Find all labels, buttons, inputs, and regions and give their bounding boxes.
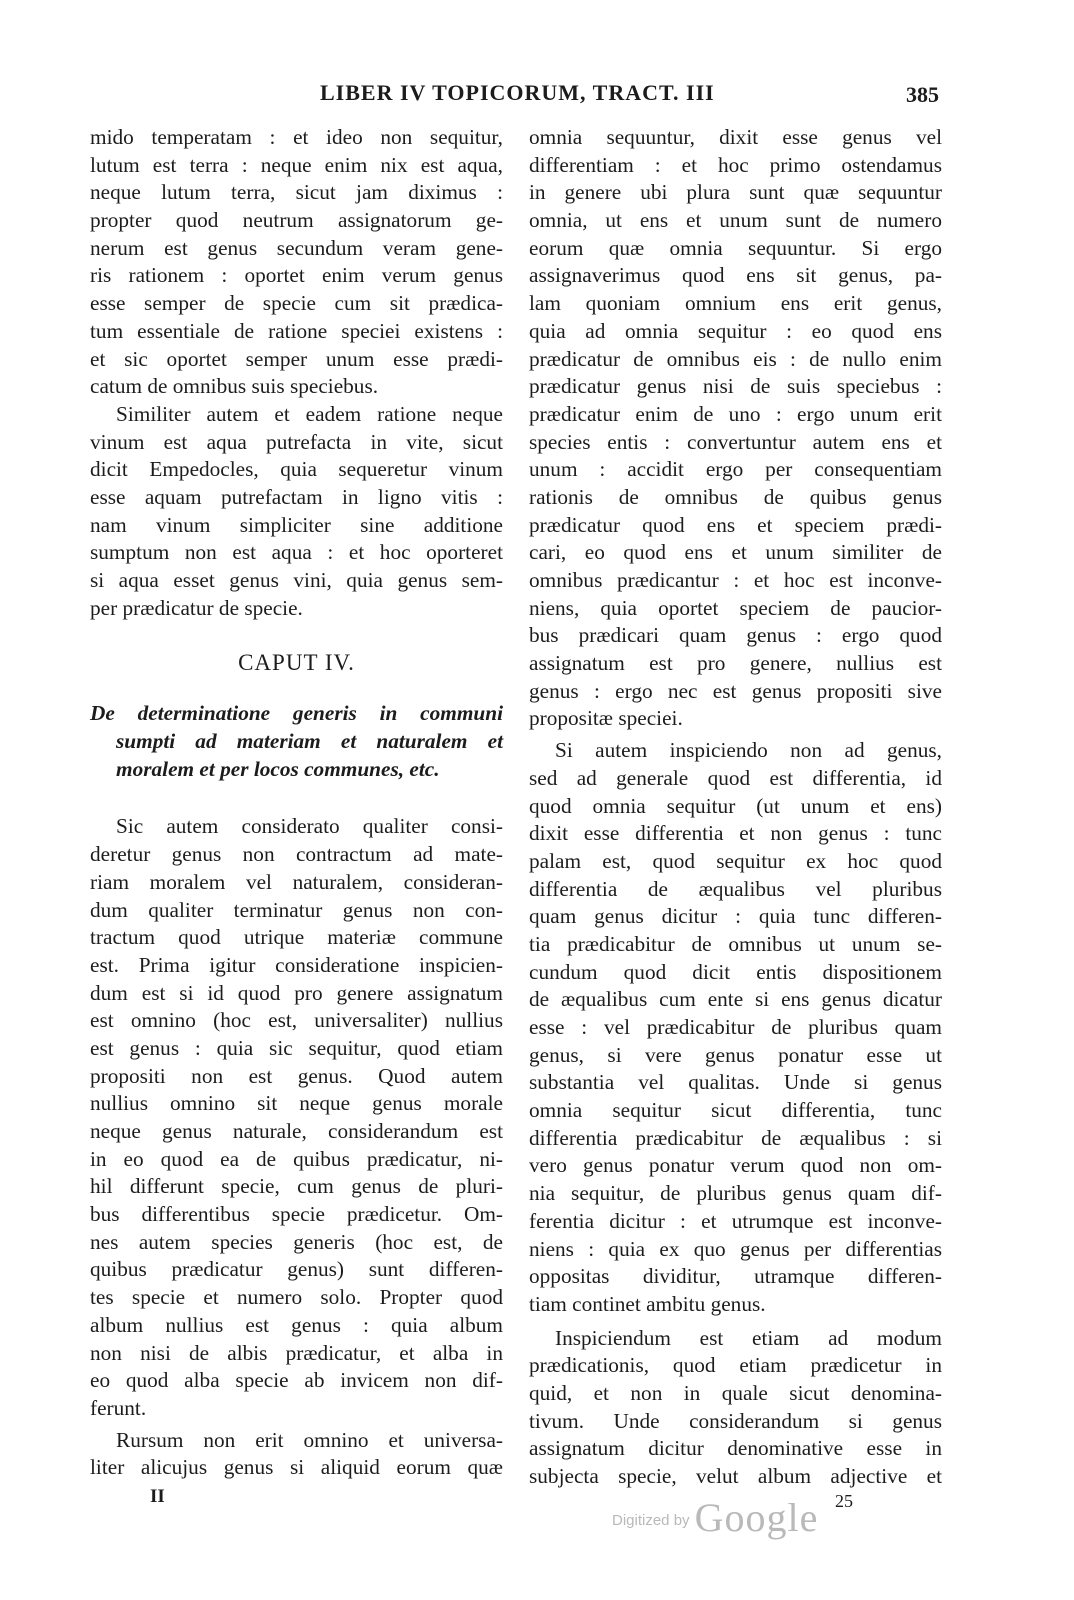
text-line: unum : accidit ergo per consequentiam bbox=[529, 457, 942, 482]
text-line: substantia vel qualitas. Unde si genus bbox=[529, 1070, 942, 1095]
text-line: sumptum non est aqua : et hoc oporteret bbox=[90, 540, 503, 565]
text-line: Rursum non erit omnino et universa- bbox=[116, 1427, 503, 1452]
text-line: De determinatione generis in communi bbox=[90, 701, 503, 726]
text-line: cundum quod dicit entis dispositionem bbox=[529, 959, 942, 984]
left-column bbox=[90, 124, 503, 1482]
text-line: nes autem species generis (hoc est, de bbox=[90, 1229, 503, 1254]
text-line: tia prædicabitur de omnibus ut unum se- bbox=[529, 931, 942, 956]
text-line: dum qualiter terminatur genus non con- bbox=[90, 897, 503, 922]
text-line: quod omnia sequitur (ut unum et ens) bbox=[529, 793, 942, 818]
text-line: tractum quod utrique materiæ commune bbox=[90, 925, 503, 950]
text-line: riam moralem vel naturalem, consideran- bbox=[90, 869, 503, 894]
text-line: sumpti ad materiam et naturalem et bbox=[116, 729, 503, 754]
paragraph bbox=[90, 124, 503, 401]
text-line: propositi non est genus. Quod autem bbox=[90, 1063, 503, 1088]
text-line: prædicatur quod ens et speciem prædi- bbox=[529, 512, 942, 537]
text-line: oppositas dividitur, utramque differen- bbox=[529, 1264, 942, 1289]
watermark-prefix: Digitized by bbox=[612, 1512, 690, 1529]
signature-mark: II bbox=[150, 1486, 165, 1507]
text-line: propositæ speciei. bbox=[529, 706, 683, 731]
paragraph bbox=[90, 1427, 503, 1482]
text-line: quia ad omnia sequitur : eo quod ens bbox=[529, 318, 942, 343]
text-line: prædicatur genus nisi de suis speciebus : bbox=[529, 374, 942, 399]
text-line: tivum. Unde considerandum si genus bbox=[529, 1408, 942, 1433]
text-line: bus differentibus specie prædicetur. Om- bbox=[90, 1202, 503, 1227]
chapter-subtitle bbox=[90, 700, 503, 783]
text-line: dixit esse differentia et non genus : tunc bbox=[529, 821, 942, 846]
text-line: in eo quod ea de quibus prædicatur, ni- bbox=[90, 1146, 503, 1171]
text-line: tiam continet ambitu genus. bbox=[529, 1291, 766, 1316]
text-line: differentiam : et hoc primo ostendamus bbox=[529, 152, 942, 177]
text-line: lutum est terra : neque enim nix est aqua, bbox=[90, 152, 503, 177]
text-line: neque lutum terra, sicut jam diximus : bbox=[90, 180, 503, 205]
text-line: esse aquam putrefactam in ligno vitis : bbox=[90, 484, 503, 509]
text-line: quam genus dicitur : quia tunc differen- bbox=[529, 904, 942, 929]
right-column bbox=[529, 124, 942, 1491]
text-line: vinum est aqua putrefacta in vite, sicut bbox=[90, 429, 503, 454]
text-line: omnia sequitur sicut differentia, tunc bbox=[529, 1098, 942, 1123]
text-line: Sic autem considerato qualiter consi- bbox=[116, 814, 503, 839]
paragraph bbox=[529, 124, 942, 733]
text-line: dum est si id quod pro genere assignatum bbox=[90, 980, 503, 1005]
text-line: est. Prima igitur consideratione inspicien- bbox=[90, 952, 503, 977]
text-line: ferunt. bbox=[90, 1395, 147, 1420]
text-line: assignatum dicitur denominative esse in bbox=[529, 1436, 942, 1461]
text-line: Similiter autem et eadem ratione neque bbox=[116, 401, 503, 426]
text-line: non nisi de albis prædicatur, et alba in bbox=[90, 1340, 503, 1365]
text-line: per prædicatur de specie. bbox=[90, 595, 303, 620]
page-number: 385 bbox=[906, 82, 939, 107]
text-line: eorum quæ omnia sequuntur. Si ergo bbox=[529, 235, 942, 260]
text-line: omnia sequuntur, dixit esse genus vel bbox=[529, 125, 942, 149]
paragraph bbox=[90, 813, 503, 1422]
text-line: catum de omnibus suis speciebus. bbox=[90, 374, 379, 399]
text-line: de æqualibus cum ente si ens genus dicatur bbox=[529, 987, 942, 1012]
text-line: Inspiciendum est etiam ad modum bbox=[555, 1325, 942, 1350]
text-line: Si autem inspiciendo non ad genus, bbox=[555, 738, 942, 763]
paragraph bbox=[529, 737, 942, 1318]
text-line: niens, quia oportet speciem de paucior- bbox=[529, 595, 942, 620]
text-line: rationis de omnibus de quibus genus bbox=[529, 484, 942, 509]
text-line: prædicationis, quod etiam prædicetur in bbox=[529, 1353, 942, 1378]
text-line: nia sequitur, de pluribus genus quam dif- bbox=[529, 1181, 942, 1206]
text-line: esse semper de specie cum sit prædica- bbox=[90, 291, 503, 316]
chapter-heading: CAPUT IV. bbox=[238, 650, 355, 676]
text-line: differentia de æqualibus vel pluribus bbox=[529, 876, 942, 901]
text-line: species entis : convertuntur autem ens et bbox=[529, 429, 942, 454]
text-line: est omnino (hoc est, universaliter) nullius bbox=[90, 1008, 503, 1033]
text-line: quibus prædicatur genus) sunt differen- bbox=[90, 1257, 503, 1282]
text-line: esse : vel prædicabitur de pluribus quam bbox=[529, 1015, 942, 1039]
sheet-number: 25 bbox=[835, 1491, 853, 1511]
text-line: et sic oportet semper unum esse prædi- bbox=[90, 346, 503, 371]
text-line: nam vinum simpliciter sine additione bbox=[90, 512, 503, 537]
text-line: nerum est genus secundum veram gene- bbox=[90, 235, 503, 260]
text-line: palam est, quod sequitur ex hoc quod bbox=[529, 848, 942, 873]
text-line: tes specie et numero solo. Propter quod bbox=[90, 1285, 503, 1310]
text-line: tum essentiale de ratione speciei existens : bbox=[90, 318, 503, 343]
text-line: ferentia dicitur : et utrumque est inconve- bbox=[529, 1208, 942, 1233]
text-line: cari, eo quod ens et unum similiter de bbox=[529, 540, 942, 565]
text-line: propter quod neutrum assignatorum ge- bbox=[90, 208, 503, 233]
text-line: omnibus prædicantur : et hoc est inconve- bbox=[529, 568, 942, 592]
text-line: deretur genus non contractum ad mate- bbox=[90, 842, 503, 867]
text-line: subjecta specie, velut album adjective et bbox=[529, 1464, 942, 1488]
text-line: assignatum est pro genere, nullius est bbox=[529, 651, 942, 676]
text-line: prædicatur enim de uno : ergo unum erit bbox=[529, 401, 942, 426]
text-line: si aqua esset genus vini, quia genus sem- bbox=[90, 568, 503, 592]
text-line: moralem et per locos communes, etc. bbox=[116, 756, 440, 781]
text-line: genus : ergo nec est genus propositi sive bbox=[529, 678, 942, 703]
text-line: genus, si vere genus ponatur esse ut bbox=[529, 1042, 942, 1067]
text-line: niens : quia ex quo genus per differentias bbox=[529, 1236, 942, 1261]
text-line: ris rationem : oportet enim verum genus bbox=[90, 263, 503, 288]
paragraph bbox=[90, 401, 503, 623]
text-line: dicit Empedocles, quia sequeretur vinum bbox=[90, 457, 503, 482]
text-line: vero genus ponatur verum quod non om- bbox=[529, 1153, 942, 1178]
text-line: liter alicujus genus si aliquid eorum quæ bbox=[90, 1455, 503, 1480]
text-line: in genere ubi plura sunt quæ sequuntur bbox=[529, 180, 942, 205]
text-line: album nullius est genus : quia album bbox=[90, 1312, 503, 1337]
text-line: hil differunt specie, cum genus de pluri- bbox=[90, 1174, 503, 1199]
text-line: est genus : quia sic sequitur, quod etiam bbox=[90, 1035, 503, 1060]
text-line: mido temperatam : et ideo non sequitur, bbox=[90, 125, 503, 149]
text-line: prædicatur de omnibus eis : de nullo enim bbox=[529, 346, 942, 371]
text-line: eo quod alba specie ab invicem non dif- bbox=[90, 1368, 503, 1393]
text-line: omnia, ut ens et unum sunt de numero bbox=[529, 208, 942, 233]
text-line: assignaverimus quod ens sit genus, pa- bbox=[529, 263, 942, 288]
text-line: quid, et non in quale sicut denomina- bbox=[529, 1380, 942, 1405]
text-line: lam quoniam omnium ens erit genus, bbox=[529, 291, 942, 316]
text-line: sed ad generale quod est differentia, id bbox=[529, 765, 942, 790]
google-logo: Google bbox=[694, 1495, 819, 1540]
paragraph bbox=[529, 1325, 942, 1491]
text-line: nullius omnino sit neque genus morale bbox=[90, 1091, 503, 1116]
text-line: bus prædicari quam genus : ergo quod bbox=[529, 623, 942, 648]
text-line: neque genus naturale, considerandum est bbox=[90, 1119, 503, 1143]
text-line: differentia prædicabitur de æqualibus : si bbox=[529, 1125, 942, 1150]
digitized-watermark bbox=[612, 1494, 818, 1541]
running-head: LIBER IV TOPICORUM, TRACT. III bbox=[320, 80, 715, 105]
